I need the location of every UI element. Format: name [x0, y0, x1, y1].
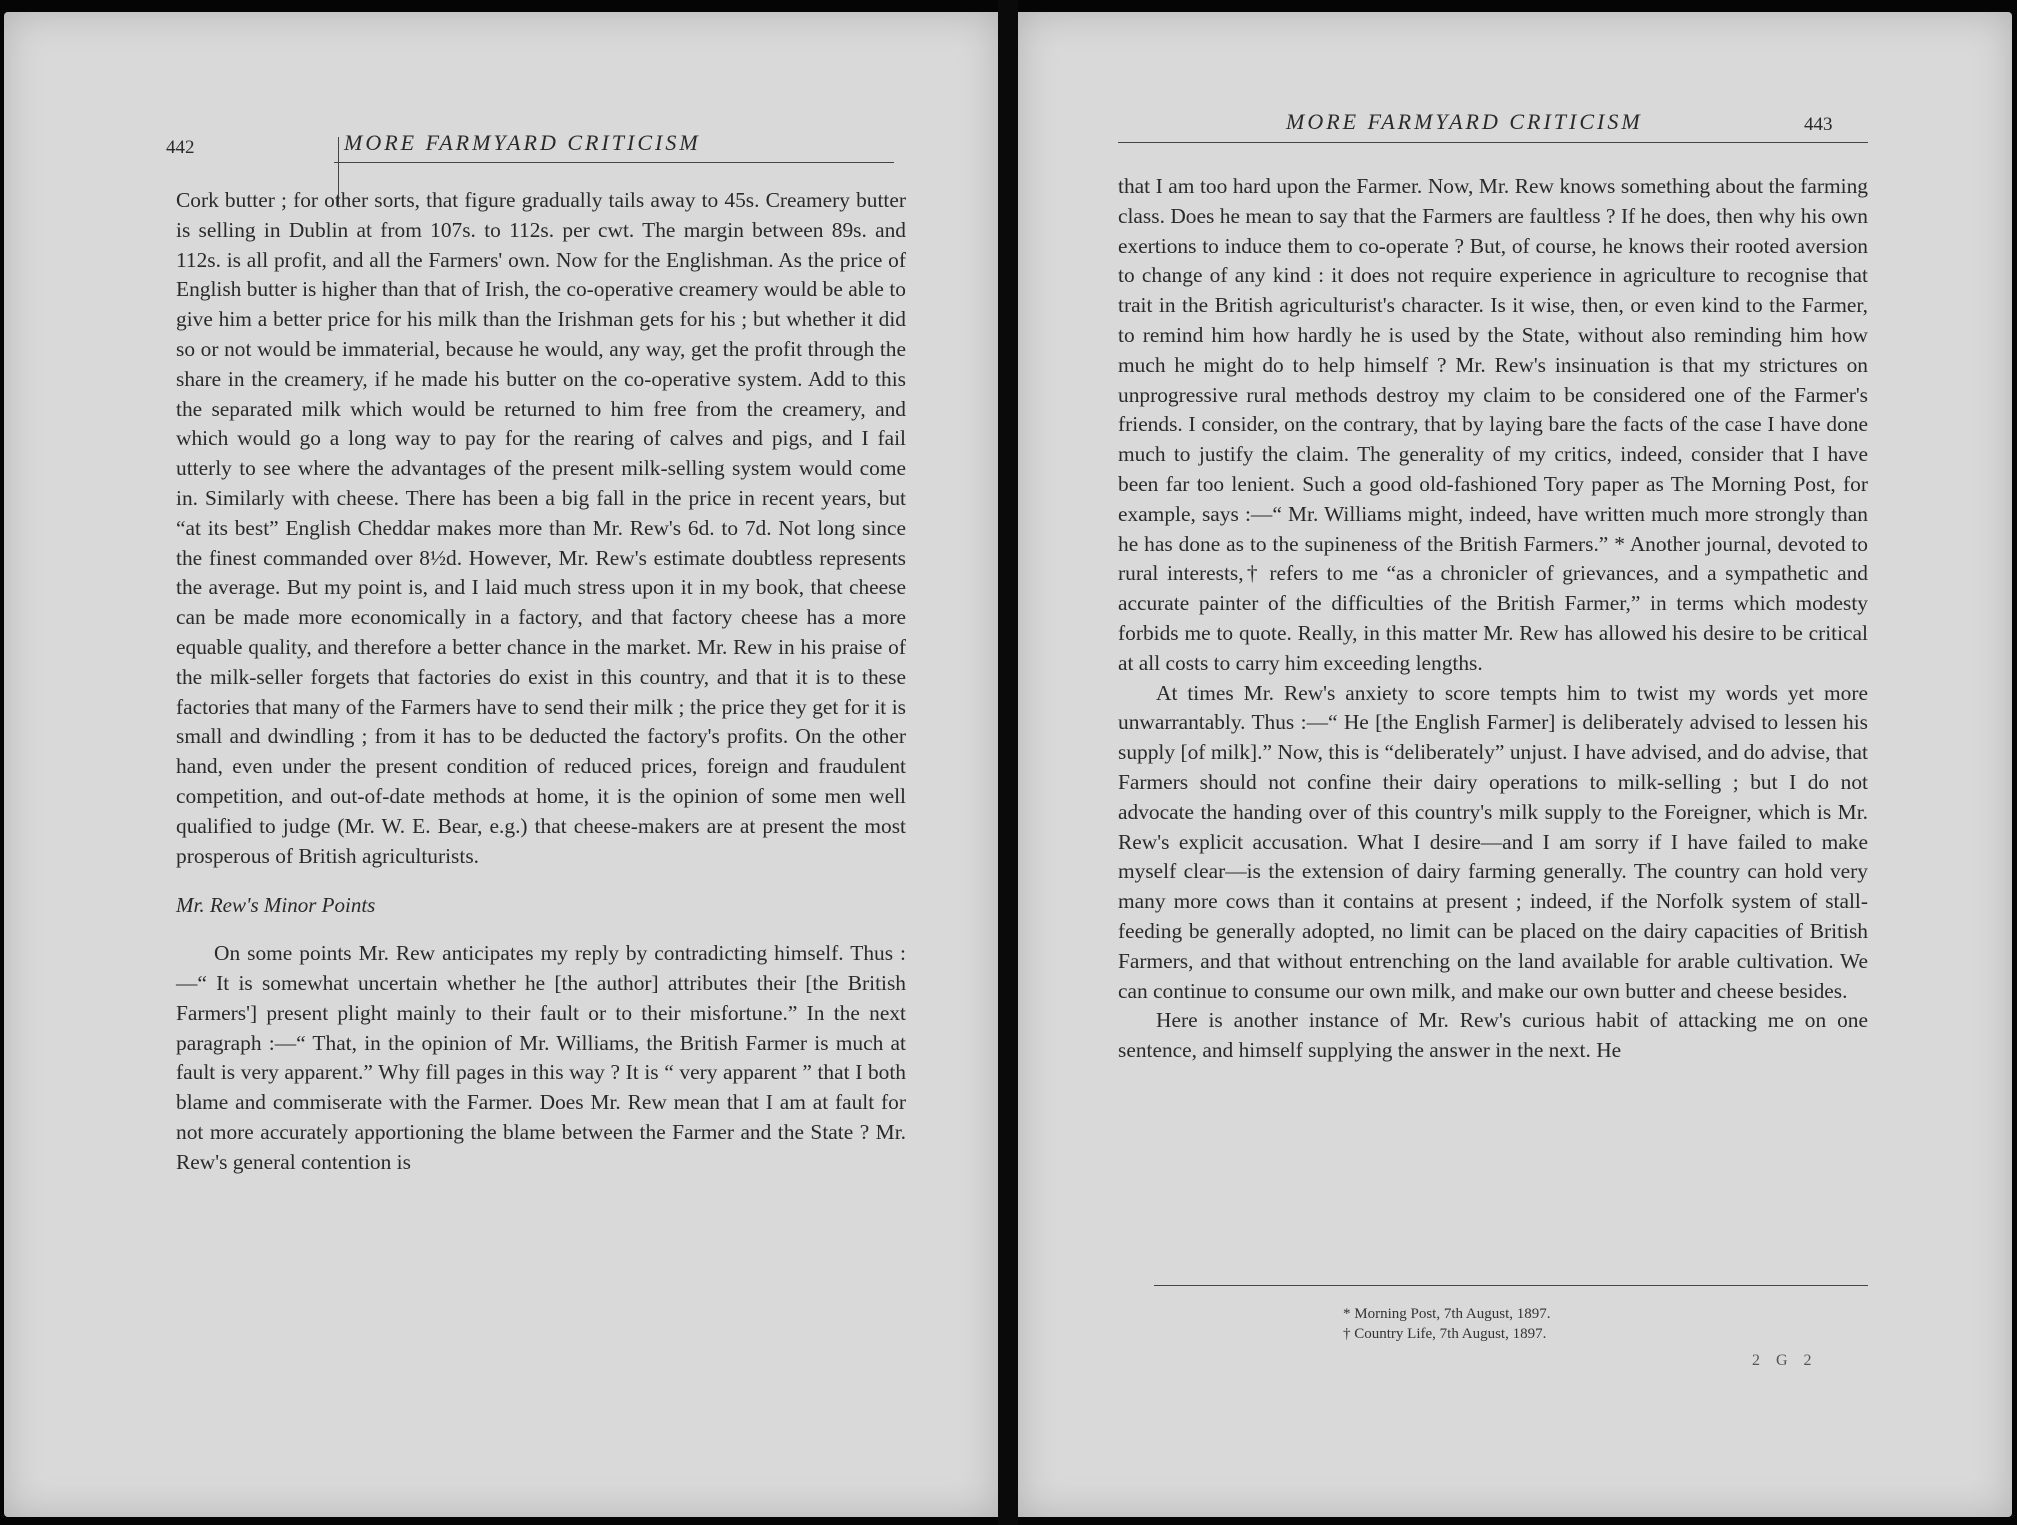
left-page	[4, 12, 998, 1517]
running-head: MORE FARMYARD CRITICISM	[344, 130, 701, 155]
body-paragraph: that I am too hard upon the Farmer. Now, Mr. Rew knows something about the farming class. Does he mean to say that the Farmers are faultless ? If he does, then why his own exertions to induce them to co-operate ? But, of course, he knows their rooted aversion to change of any kind : it does not require experience in agriculture to recognise that trait in the British agriculturist's character. Is it wise, then, or even kind to the Farmer, to remind him how hardly he is used by the State, without also reminding him how much he might do to help himself ? Mr. Rew's insinuation is that my strictures on unprogressive rural methods destroy my claim to be considered one of the Farmer's friends. I consider, on the contrary, that by laying bare the facts of the case I have done much to justify the claim. The generality of my critics, indeed, consider that I have been far too lenient. Such a good old-fashioned Tory paper as The Morning Post, for example, says :—“ Mr. Williams might, indeed, have written much more strongly than he has done as to the supineness of the British Farmers.” * Another journal, devoted to rural interests,† refers to me “as a chronicler of grievances, and a sympathetic and accurate painter of the difficulties of the British Farmer,” in terms which modesty forbids me to quote. Really, in this matter Mr. Rew has allowed his desire to be critical at all costs to carry him exceeding lengths.	[1118, 174, 1868, 675]
footnote-rule	[1154, 1285, 1868, 1286]
footnote: * Morning Post, 7th August, 1897.	[1343, 1306, 1551, 1322]
body-paragraph: At times Mr. Rew's anxiety to score tempts him to twist my words yet more unwarrantably. Thus :—“ He [the English Farmer] is deliberately advised to lessen his supply [of milk].” Now, this is “deliberately” unjust. I have advised, and do advise, that Farmers should not confine their dairy operations to milk-selling ; but I do not advocate the handing over of this country's milk supply to the Foreigner, which is Mr. Rew's explicit accusation. What I desire—and I am sorry if I have failed to make myself clear—is the extension of dairy farming generally. The country can hold very many more cows than it contains at present ; indeed, if the Norfolk system of stall-feeding be generally adopted, no limit can be placed on the dairy capacities of British Farmers, and that without entrenching on the land available for arable cultivation. We can continue to consume our own milk, and make our own butter and cheese besides.	[1118, 680, 1868, 1003]
right-page	[1018, 12, 2012, 1517]
page-gutter	[998, 0, 1018, 1525]
page-number: 443	[1804, 114, 1833, 135]
footnote: † Country Life, 7th August, 1897.	[1343, 1326, 1547, 1342]
body-paragraph: On some points Mr. Rew anticipates my reply by contradicting himself. Thus :—“ It is somewhat uncertain whether he [the author] attributes their [the British Farmers'] present plight mainly to their fault or to their misfortune.” In the next paragraph :—“ That, in the opinion of Mr. Williams, the British Farmer is much at fault is very apparent.” Why fill pages in this way ? It is “ very apparent ” that I both blame and commiserate with the Farmer. Does Mr. Rew mean that I am at fault for not more accurately apportioning the blame between the Farmer and the State ? Mr. Rew's general contention is	[176, 941, 906, 1174]
header-rule	[334, 162, 894, 163]
page-number: 442	[166, 137, 195, 158]
running-head: MORE FARMYARD CRITICISM	[1286, 109, 1643, 134]
signature-mark: 2 G 2	[1752, 1352, 1818, 1369]
body-paragraph: Cork butter ; for other sorts, that figure gradually tails away to 45s. Creamery butter is selling in Dublin at from 107s. to 112s. per cwt. The margin between 89s. and 112s. is all profit, and all the Farmers' own. Now for the Englishman. As the price of English butter is higher than that of Irish, the co-operative creamery would be able to give him a better price for his milk than the Irishman gets for his ; but whether it did so or not would be immaterial, because he would, any way, get the profit through the share in the creamery, if he made his butter on the co-operative system. Add to this the separated milk which would be returned to him free from the creamery, and which would go a long way to pay for the rearing of calves and pigs, and I fail utterly to see where the advantages of the present milk-selling system would come in. Similarly with cheese. There has been a big fall in the price in recent years, but “at its best” English Cheddar makes more than Mr. Rew's 6d. to 7d. Not long since the finest commanded over 8½d. However, Mr. Rew's estimate doubtless represents the average. But my point is, and I laid much stress upon it in my book, that cheese can be made more economically in a factory, and that factory cheese has a more equable quality, and therefore a better chance in the market. Mr. Rew in his praise of the milk-seller forgets that factories do exist in this country, and that it is to these factories that many of the Farmers have to send their milk ; the price they get for it is small and dwindling ; from it has to be deducted the factory's profits. On the other hand, even under the present condition of reduced prices, foreign and fraudulent competition, and out-of-date methods at home, it is the opinion of some men well qualified to judge (Mr. W. E. Bear, e.g.) that cheese-makers are at present the most prosperous of British agriculturists.	[176, 188, 906, 868]
section-subheading: Mr. Rew's Minor Points	[176, 893, 376, 918]
header-rule	[1118, 142, 1868, 143]
right-body-text	[1118, 172, 1868, 1066]
footnotes	[1343, 1304, 1551, 1344]
body-paragraph: Here is another instance of Mr. Rew's curious habit of attacking me on one sentence, and himself supplying the answer in the next. He	[1118, 1008, 1868, 1063]
left-body-text	[176, 186, 906, 1178]
